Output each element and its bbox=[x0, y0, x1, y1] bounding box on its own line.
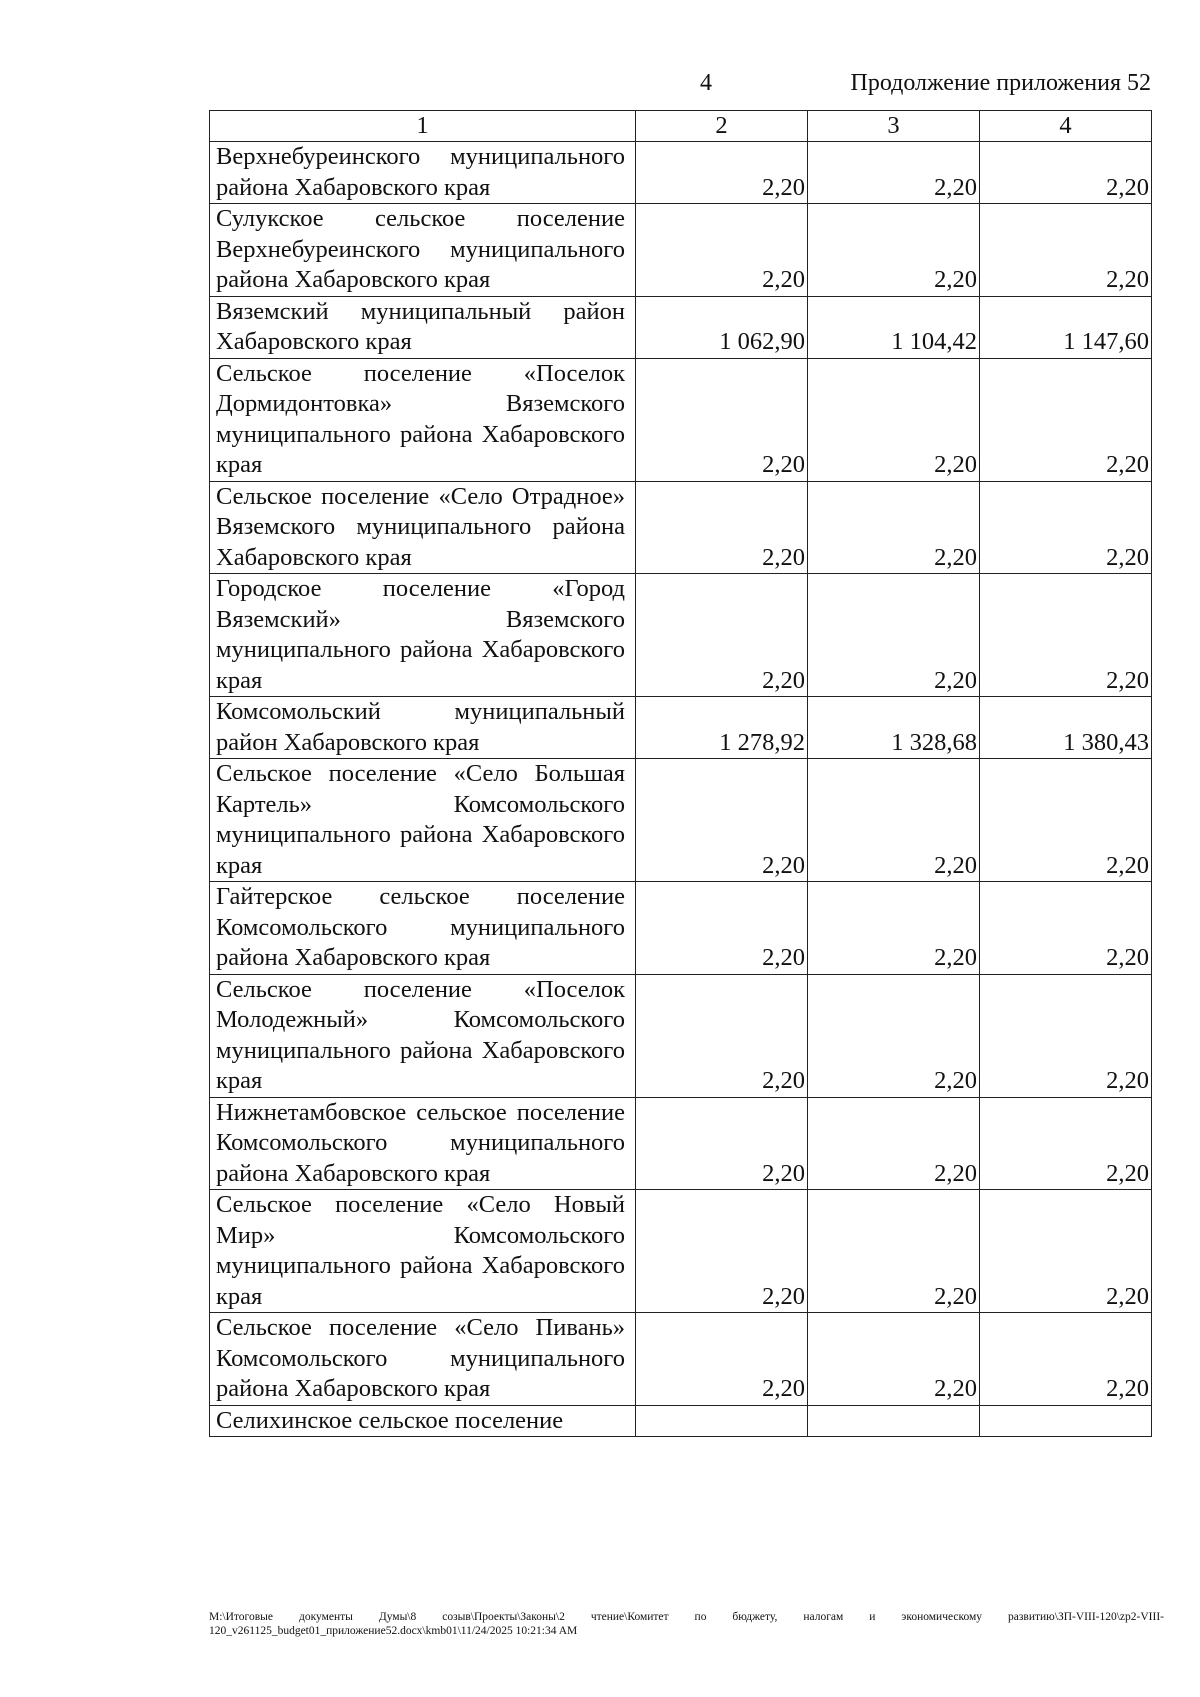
row-value-col2: 1 062,90 bbox=[636, 296, 808, 358]
row-name: Вяземский муниципальный район Хабаровского края bbox=[210, 296, 636, 358]
row-value-col2: 2,20 bbox=[636, 1097, 808, 1190]
table-row bbox=[210, 759, 1152, 882]
row-value-col2: 2,20 bbox=[636, 574, 808, 697]
row-value-col2: 2,20 bbox=[636, 1313, 808, 1406]
row-name: Сельское поселение «Поселок Дормидонтовка» Вяземского муниципального района Хабаровского края bbox=[210, 358, 636, 481]
row-value-col3: 2,20 bbox=[808, 204, 980, 297]
table-header-row bbox=[210, 111, 1152, 142]
row-value-col4: 2,20 bbox=[980, 204, 1152, 297]
table-row bbox=[210, 1405, 1152, 1437]
row-value-col3 bbox=[808, 1405, 980, 1437]
row-name: Верхнебуреинского муниципального района Хабаровского края bbox=[210, 142, 636, 204]
row-name: Селихинское сельское поселение bbox=[210, 1405, 636, 1437]
row-name: Комсомольский муниципальный район Хабаровского края bbox=[210, 697, 636, 759]
row-value-col3: 1 104,42 bbox=[808, 296, 980, 358]
budget-table bbox=[209, 110, 1152, 1437]
document-file-path: M:\Итоговые документы Думы\8 созыв\Проекты\Законы\2 чтение\Комитет по бюджету, налогам и экономическому развитию\ЗП-VIII-120\zp2-VIII-120_v261125_budget01_приложение52.docx\kmb01\11/24/2025 10:21:34 AM bbox=[209, 1611, 1164, 1637]
row-value-col2: 2,20 bbox=[636, 1190, 808, 1313]
row-value-col2: 2,20 bbox=[636, 204, 808, 297]
row-name: Нижнетамбовское сельское поселение Комсомольского муниципального района Хабаровского края bbox=[210, 1097, 636, 1190]
row-value-col4 bbox=[980, 1405, 1152, 1437]
row-value-col3: 2,20 bbox=[808, 574, 980, 697]
row-value-col4: 2,20 bbox=[980, 1097, 1152, 1190]
appendix-title: Продолжение приложения 52 bbox=[850, 70, 1151, 96]
row-value-col3: 2,20 bbox=[808, 974, 980, 1097]
row-value-col2: 2,20 bbox=[636, 974, 808, 1097]
row-value-col4: 2,20 bbox=[980, 142, 1152, 204]
table-row bbox=[210, 882, 1152, 975]
row-value-col3: 2,20 bbox=[808, 1190, 980, 1313]
row-name: Сельское поселение «Село Новый Мир» Комсомольского муниципального района Хабаровского края bbox=[210, 1190, 636, 1313]
table-row bbox=[210, 358, 1152, 481]
row-value-col3: 2,20 bbox=[808, 481, 980, 574]
row-value-col4: 2,20 bbox=[980, 1190, 1152, 1313]
table-row bbox=[210, 204, 1152, 297]
row-value-col3: 2,20 bbox=[808, 358, 980, 481]
row-value-col4: 2,20 bbox=[980, 574, 1152, 697]
table-row bbox=[210, 142, 1152, 204]
row-name: Сельское поселение «Поселок Молодежный» Комсомольского муниципального района Хабаровского края bbox=[210, 974, 636, 1097]
table-row bbox=[210, 1097, 1152, 1190]
row-value-col3: 2,20 bbox=[808, 142, 980, 204]
row-value-col3: 2,20 bbox=[808, 1097, 980, 1190]
row-value-col2 bbox=[636, 1405, 808, 1437]
row-name: Сельское поселение «Село Отрадное» Вяземского муниципального района Хабаровского края bbox=[210, 481, 636, 574]
row-value-col3: 2,20 bbox=[808, 882, 980, 975]
column-header-1: 1 bbox=[210, 111, 636, 142]
row-value-col4: 2,20 bbox=[980, 974, 1152, 1097]
row-value-col2: 2,20 bbox=[636, 358, 808, 481]
row-value-col4: 2,20 bbox=[980, 759, 1152, 882]
table-row bbox=[210, 296, 1152, 358]
row-value-col2: 2,20 bbox=[636, 142, 808, 204]
table-row bbox=[210, 697, 1152, 759]
row-value-col2: 1 278,92 bbox=[636, 697, 808, 759]
row-value-col4: 2,20 bbox=[980, 481, 1152, 574]
row-value-col4: 2,20 bbox=[980, 358, 1152, 481]
row-value-col2: 2,20 bbox=[636, 882, 808, 975]
row-value-col3: 2,20 bbox=[808, 759, 980, 882]
row-value-col2: 2,20 bbox=[636, 759, 808, 882]
column-header-2: 2 bbox=[636, 111, 808, 142]
row-name: Сельское поселение «Село Большая Картель» Комсомольского муниципального района Хабаровского края bbox=[210, 759, 636, 882]
row-value-col4: 1 147,60 bbox=[980, 296, 1152, 358]
row-name: Гайтерское сельское поселение Комсомольского муниципального района Хабаровского края bbox=[210, 882, 636, 975]
row-value-col2: 2,20 bbox=[636, 481, 808, 574]
table-row bbox=[210, 1313, 1152, 1406]
row-value-col4: 1 380,43 bbox=[980, 697, 1152, 759]
table-row bbox=[210, 574, 1152, 697]
row-name: Городское поселение «Город Вяземский» Вяземского муниципального района Хабаровского края bbox=[210, 574, 636, 697]
row-name: Сулукское сельское поселение Верхнебуреинского муниципального района Хабаровского края bbox=[210, 204, 636, 297]
column-header-3: 3 bbox=[808, 111, 980, 142]
row-value-col4: 2,20 bbox=[980, 882, 1152, 975]
column-header-4: 4 bbox=[980, 111, 1152, 142]
table-row bbox=[210, 974, 1152, 1097]
page-number: 4 bbox=[700, 70, 712, 96]
row-value-col4: 2,20 bbox=[980, 1313, 1152, 1406]
row-value-col3: 2,20 bbox=[808, 1313, 980, 1406]
row-name: Сельское поселение «Село Пивань» Комсомольского муниципального района Хабаровского края bbox=[210, 1313, 636, 1406]
row-value-col3: 1 328,68 bbox=[808, 697, 980, 759]
table-row bbox=[210, 1190, 1152, 1313]
table-row bbox=[210, 481, 1152, 574]
